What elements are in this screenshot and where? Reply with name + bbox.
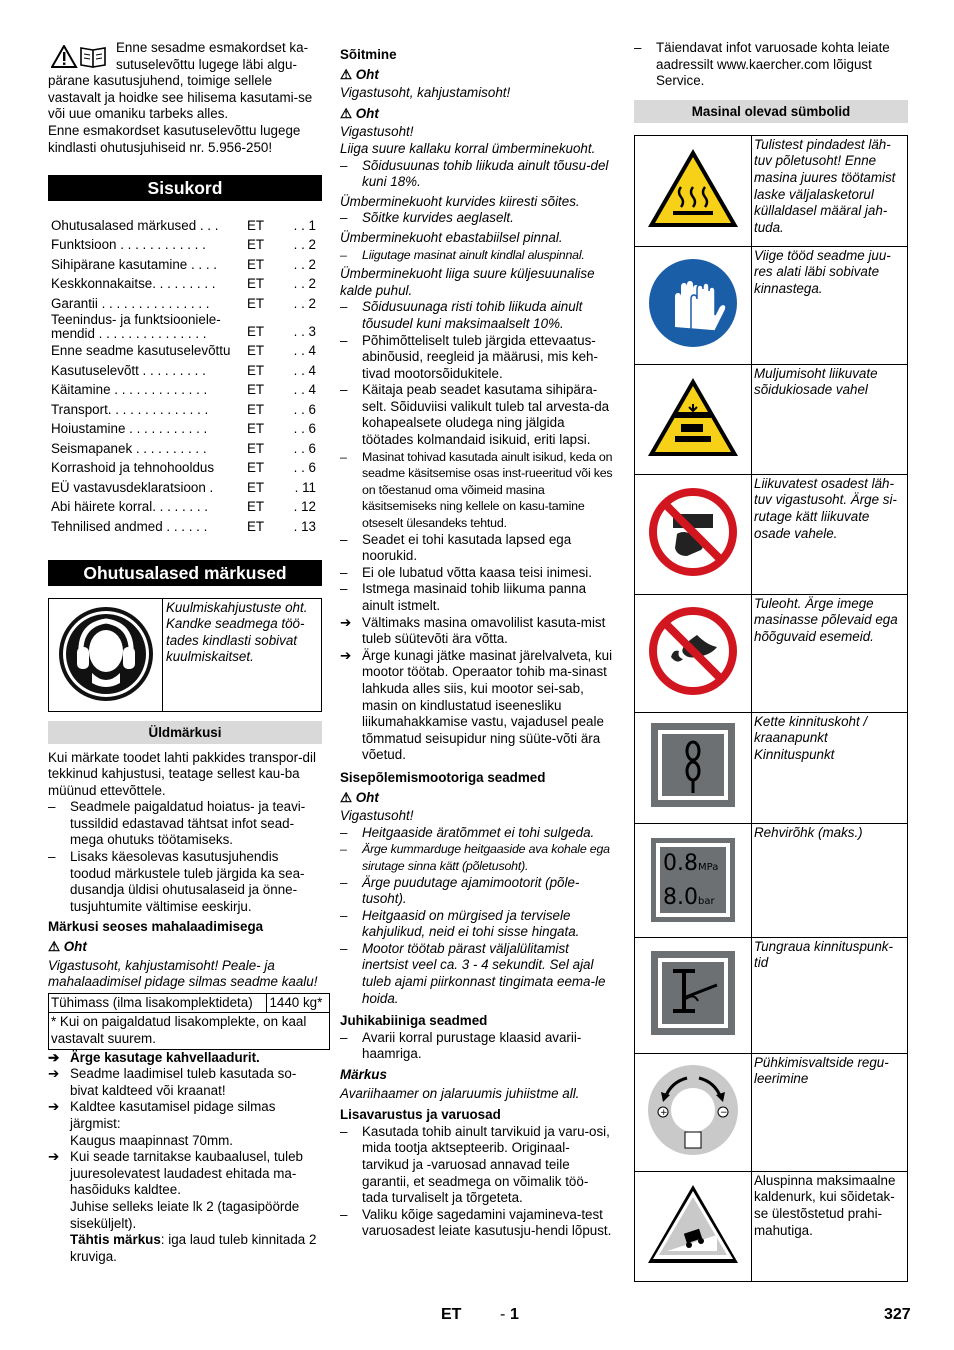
symbol-text: Tulistest pindadest läh-tuv põletusoht! Enne masina juures töötamist laske väljalasketorul küllaldasel määral jah-tuda. xyxy=(752,135,908,246)
warning-icon: ⚠ xyxy=(340,789,353,805)
toc-row[interactable] xyxy=(48,341,322,361)
warning-item: – Sõidusuunas tohib liikuda ainult tõusu-del kuni 18%. xyxy=(340,157,609,190)
intro-text: pärane kasutusjuhend, toimige sellele vastavalt ja hoidke see hilisema kasutami-se või uue omaniku tarbeks alles. xyxy=(48,73,313,122)
accessories-heading: Lisavarustus ja varuosad xyxy=(340,1107,501,1123)
general-heading: Üldmärkusi xyxy=(48,721,322,744)
toc-lang: ET xyxy=(247,276,265,292)
engine-item: – Ärge puudutage ajamimootorit (põle-tusoht). xyxy=(340,874,580,907)
warning-manual-icon xyxy=(51,45,107,69)
symbol-text: Tungraua kinnituspunk-tid xyxy=(752,937,908,1053)
toc-lang: ET xyxy=(247,323,265,339)
toc-table xyxy=(48,215,322,536)
toc-page: . . 2 xyxy=(293,295,316,311)
toc-label: Hoiustamine . . . . . . . . . . . xyxy=(51,421,208,437)
oht-label: ⚠ Oht xyxy=(340,66,379,82)
footer-sep: - xyxy=(500,1306,506,1323)
footer-lang: ET xyxy=(441,1306,462,1323)
driving-item: – Seadet ei tohi kasutada lapsed ega noorukid. xyxy=(340,531,572,564)
toc-page: . . 6 xyxy=(293,460,316,476)
warning-item: – Liigutage masinat ainult kindlal aluspinnal. xyxy=(340,247,585,262)
engine-item: – Mootor töötab pärast väljalülitamist inertsist veel ca. 3 - 4 sekundit. Sel ajal tuleb ajami piirkonnast tingimata eema-le hoida. xyxy=(340,940,606,1006)
gloves-icon xyxy=(635,246,752,364)
driving-step: ➔ Ärge kunagi jätke masinat järelvalveta, kui mootor töötab. Operaator tohib ma-sinast lahkuda alles siis, kui mootor sei-sab, masin on kindlustatud iseenesliku liikumahakkamise vastu, vajadusel peale tõmmatud seisupidur ning süüte-võti ära võetud. xyxy=(340,647,613,763)
toc-row[interactable] xyxy=(48,477,322,497)
toc-label: Ohutusalased märkused . . . xyxy=(51,217,219,233)
toc-row[interactable] xyxy=(48,235,322,255)
toc-row[interactable] xyxy=(48,274,322,294)
loading-step: ➔ Kui seade tarnitakse kaubaalusel, tuleb juuresolevatest laudadest ehitada ma-hasõiduks kaldtee. xyxy=(48,1149,304,1198)
chain-icon xyxy=(635,712,752,823)
toc-row[interactable] xyxy=(48,399,322,419)
weight-value: 1440 kg* xyxy=(267,993,330,1013)
toc-row[interactable] xyxy=(48,380,322,400)
toc-label: Käitamine . . . . . . . . . . . . . xyxy=(51,382,208,398)
accessories-item: – Kasutada tohib ainult tarvikuid ja varu-osi, mida tootja aktsepteerib. Originaal-tarvikud ja -varuosad annavad teile garantii, et seadmega on võimalik töö-tada turvaliselt ja tõrgeteta. xyxy=(340,1123,610,1206)
tire-mpa-value: 0.8 xyxy=(663,851,698,877)
tire-bar-value: 8.0 xyxy=(663,885,698,911)
loading-heading: Märkusi seoses mahalaadimisega xyxy=(48,919,264,935)
toc-page: . . 4 xyxy=(293,382,316,398)
engine-item: – Heitgaaside äratõmmet ei tohi sulgeda. xyxy=(340,824,595,840)
warning-item: – Sõidusuunaga risti tohib liikuda ainult tõusudel kuni maksimaalselt 10%. xyxy=(340,299,583,331)
warning-text: Ümberminekuoht kurvides kiiresti sõites. xyxy=(340,193,580,209)
page-number: 327 xyxy=(884,1306,911,1323)
tire-pressure-icon xyxy=(635,823,752,937)
driving-item: – Istmega masinaid tohib liikuma panna ainult istmelt. xyxy=(340,581,587,613)
toc-label: Seismapanek . . . . . . . . . . xyxy=(51,440,207,456)
toc-row[interactable] xyxy=(48,254,322,274)
cage-heading: Juhikabiiniga seadmed xyxy=(340,1013,488,1029)
warning-icon: ⚠ xyxy=(340,105,353,121)
toc-page: . 13 xyxy=(293,518,316,534)
toc-row[interactable] xyxy=(48,293,322,313)
toc-heading: Sisukord xyxy=(48,175,322,201)
toc-page: . . 4 xyxy=(293,362,316,378)
toc-lang: ET xyxy=(247,440,265,456)
toc-row[interactable] xyxy=(48,215,322,235)
toc-label: Abi häirete korral. . . . . . . . xyxy=(51,499,209,515)
toc-lang: ET xyxy=(247,237,265,253)
intro-line-1: Enne sesadme esmakordset ka- xyxy=(116,40,309,55)
toc-lang: ET xyxy=(247,499,265,515)
toc-row[interactable] xyxy=(48,360,322,380)
warning-text: Liiga suure kallaku korral ümberminekuoht. xyxy=(340,140,596,156)
cage-item: – Avarii korral purustage klaasid avarii-haamriga. xyxy=(340,1029,582,1062)
intro-text-2: Enne esmakordset kasutuselevõttu lugege kindlasti ohutusjuhiseid nr. 5.956-250! xyxy=(48,122,301,155)
warning-icon: ⚠ xyxy=(340,66,353,82)
crush-hazard-icon xyxy=(635,364,752,474)
toc-lang: ET xyxy=(247,479,265,495)
engine-heading: Sisepõlemismootoriga seadmed xyxy=(340,769,546,785)
symbol-text: Rehvirõhk (maks.) xyxy=(752,823,908,937)
symbol-text: Kette kinnituskoht / kraanapunkt Kinnituspunkt xyxy=(752,712,908,823)
toc-label: Korrashoid ja tehnohooldus xyxy=(51,460,215,476)
symbol-text: Aluspinna maksimaalne kaldenurk, kui sõidetak-se ülestõstetud prahi-mahutiga. xyxy=(752,1171,908,1281)
loading-step: ➔ Ärge kasutage kahvellaadurit. xyxy=(48,1049,260,1065)
general-item: – Lisaks käesolevas kasutusjuhendis toodud märkustele tuleb järgida ka sea-dusandja üldisi ohutusalaseid ja önne-tusjuhtumite vältimise eeskirju. xyxy=(48,849,305,914)
toc-label: EÜ vastavusdeklaratsioon . xyxy=(51,479,214,495)
accessories-item: – Valiku kõige sagedamini vajamineva-test varuosadest leiate kasutusju-hendi lõpust. xyxy=(340,1206,612,1239)
toc-page: . . 3 xyxy=(293,323,316,339)
toc-page: . . 6 xyxy=(293,421,316,437)
max-slope-icon xyxy=(635,1171,752,1281)
warning-icon: ⚠ xyxy=(48,939,61,955)
hearing-protection-icon-cell xyxy=(49,599,163,711)
toc-label: Tehnilised andmed . . . . . . xyxy=(51,518,208,534)
toc-lang: ET xyxy=(247,401,265,417)
toc-lang: ET xyxy=(247,460,265,476)
no-hands-icon xyxy=(635,474,752,594)
toc-lang: ET xyxy=(247,362,265,378)
info-item: – Täiendavat infot varuosade kohta leiate aadressilt www.kaercher.com lõigust Service. xyxy=(634,40,890,89)
tire-bar-unit: bar xyxy=(698,896,715,908)
hearing-warning-text: Kuulmiskahjustuste oht. Kandke seadmega töö-tades kindlasti sobivat kuulmiskaitset. xyxy=(166,599,308,665)
loading-step: ➔ Seadme laadimisel tuleb kasutada so-bivat kaldteed või kraanat! xyxy=(48,1066,297,1098)
ramp-distance: Kaugus maapinnast 70mm. xyxy=(70,1132,234,1148)
toc-page: . . 2 xyxy=(293,276,316,292)
driving-item: – Masinat tohivad kasutada ainult isikud, keda on seadme käsitsemise osas inst-rueeritud või kes on tõestanud oma võimeid masina käsitsemiseks ning kellele on kasu-tamine otseselt ülesandeks tehtud. xyxy=(340,449,613,531)
symbols-table xyxy=(634,135,908,1282)
toc-page: . 12 xyxy=(293,499,316,515)
driving-heading: Sõitmine xyxy=(340,47,397,62)
column-3 xyxy=(634,40,908,1282)
toc-row[interactable] xyxy=(48,497,322,517)
toc-label: Garantii . . . . . . . . . . . . . . . xyxy=(51,295,210,311)
toc-lang: ET xyxy=(247,256,265,272)
column-1 xyxy=(48,40,322,1265)
toc-row[interactable] xyxy=(48,419,322,439)
toc-lang: ET xyxy=(247,217,265,233)
toc-lang: ET xyxy=(247,343,265,359)
toc-lang: ET xyxy=(247,382,265,398)
toc-label: Keskkonnakaitse. . . . . . . . . xyxy=(51,276,216,292)
driving-item: – Põhimõtteliselt tuleb järgida ettevaatus-abinõusid, reegleid ja määrusi, mis keh-tivad mootorsõidukitele. xyxy=(340,332,598,381)
loading-step: ➔ Kaldtee kasutamisel pidage silmas järgmist: xyxy=(48,1099,276,1131)
toc-label: Transport. . . . . . . . . . . . . . xyxy=(51,401,209,417)
weight-note: * Kui on paigaldatud lisakomplekte, on kaal vastavalt suurem. xyxy=(49,1013,330,1049)
symbol-text: Muljumisoht liikuvate sõidukiosade vahel xyxy=(752,364,908,474)
oht-label: ⚠ Oht xyxy=(340,789,379,805)
symbol-text: Tuleoht. Ärge imege masinasse põlevaid ega hõõguvaid esemeid. xyxy=(752,594,908,712)
warning-text: Ümberminekuoht ebastabiilsel pinnal. xyxy=(340,229,563,245)
toc-label: Enne seadme kasutuselevõttu xyxy=(51,343,231,359)
weight-table xyxy=(48,993,330,1050)
hot-surface-icon xyxy=(635,135,752,246)
warning-text: Vigastusoht! xyxy=(340,808,414,824)
column-2 xyxy=(340,47,614,1240)
toc-page: . . 4 xyxy=(293,343,316,359)
general-text: Kui märkate toodet lahti pakkides transpor-dil tekkinud kahjustusi, teatage sellest kau-ba müünud ettevõttele. xyxy=(48,749,316,798)
toc-page: . . 2 xyxy=(293,237,316,253)
hearing-protection-icon xyxy=(57,605,155,703)
toc-lang: ET xyxy=(247,421,265,437)
toc-row[interactable] xyxy=(48,438,322,458)
toc-lang: ET xyxy=(247,295,265,311)
toc-label: Kasutuselevõtt . . . . . . . . . xyxy=(51,362,206,378)
pallet-instruction: Juhise selleks leiate lk 2 (tagasipöörde siseküljelt). xyxy=(70,1198,300,1231)
warning-text: Vigastusoht, kahjustamisoht! xyxy=(340,85,511,101)
symbols-heading: Masinal olevad sümbolid xyxy=(634,100,908,123)
toc-lang: ET xyxy=(247,518,265,534)
toc-row[interactable] xyxy=(48,458,322,478)
driving-step: ➔ Vältimaks masina omavolilist kasuta-mist tuleb süütevõti ära võtta. xyxy=(340,614,606,647)
warning-text: Ümberminekuoht liiga suure küljesuunalise kalde puhul. xyxy=(340,266,595,298)
toc-label: Sihipärane kasutamine . . . . xyxy=(51,256,217,272)
symbol-text: Viige tööd seadme juu-res alati läbi sobivate kinnastega. xyxy=(752,246,908,364)
toc-label: Funktsioon . . . . . . . . . . . . xyxy=(51,237,206,253)
toc-page: . . 1 xyxy=(293,217,316,233)
symbol-text: Pühkimisvaltside regu-leerimine xyxy=(752,1053,908,1171)
driving-item: – Ei ole lubatud võtta kaasa teisi inimesi. xyxy=(340,564,592,580)
svg-text:+: + xyxy=(660,1107,668,1118)
jack-point-icon xyxy=(635,937,752,1053)
toc-page: . . 6 xyxy=(293,401,316,417)
toc-row[interactable] xyxy=(48,516,322,536)
toc-row[interactable] xyxy=(48,313,322,341)
no-burning-objects-icon xyxy=(635,594,752,712)
hearing-warning-box xyxy=(48,598,322,712)
safety-heading: Ohutusalased märkused xyxy=(48,560,322,586)
intro-line-2: sutuselevõttu lugege läbi algu- xyxy=(116,56,297,72)
oht-label: ⚠ Oht xyxy=(48,939,87,955)
engine-item: – Ärge kummarduge heitgaaside ava kohale ega sirutage sinna kätt (põletusoht). xyxy=(340,842,610,873)
important-note: Tähtis märkus: iga laud tuleb kinnitada 2 kruviga. xyxy=(70,1232,317,1264)
tire-mpa-unit: MPa xyxy=(698,862,719,874)
loading-warning: Vigastusoht, kahjustamisoht! Peale- ja mahalaadimisel pidage silmas seadme kaalu! xyxy=(48,957,318,990)
warning-text: Vigastusoht! xyxy=(340,124,414,140)
toc-page: . . 6 xyxy=(293,440,316,456)
toc-label: Teenindus- ja funktsiooniele-mendid . . . . . . . . . . . . . . . xyxy=(51,311,221,341)
toc-page: . 11 xyxy=(294,479,316,495)
general-item: – Seadmele paigaldatud hoiatus- ja teavi-tussildid edastavad tähtsat infot sead-mega ohutuks töötamiseks. xyxy=(48,799,306,848)
note-text: Avariihaamer on jalaruumis juhiistme all. xyxy=(340,1085,580,1101)
footer-number: 1 xyxy=(510,1306,519,1323)
oht-label: ⚠ Oht xyxy=(340,105,379,121)
toc-page: . . 2 xyxy=(293,256,316,272)
driving-item: – Käitaja peab seadet kasutama sihipära-selt. Sõiduviisi valikult tuleb tal arvesta-da kohapealsete oludega ning jälgida töötades kolmandaid isikuid, eriti lapsi. xyxy=(340,382,610,448)
engine-item: – Heitgaasid on mürgised ja tervisele kahjulikud, neid ei tohi sisse hingata. xyxy=(340,907,580,940)
weight-label: Tühimass (ilma lisakomplektideta) xyxy=(49,993,267,1013)
sweep-roller-adjust-icon xyxy=(635,1053,752,1171)
symbol-text: Liikuvatest osadest läh-tuv vigastusoht. Ärge si-rutage kätt liikuvate osade vahele. xyxy=(752,474,908,594)
warning-item: – Sõitke kurvides aeglaselt. xyxy=(340,210,514,226)
note-heading: Märkus xyxy=(340,1067,387,1083)
svg-text:−: − xyxy=(720,1107,728,1118)
intro xyxy=(48,40,322,157)
